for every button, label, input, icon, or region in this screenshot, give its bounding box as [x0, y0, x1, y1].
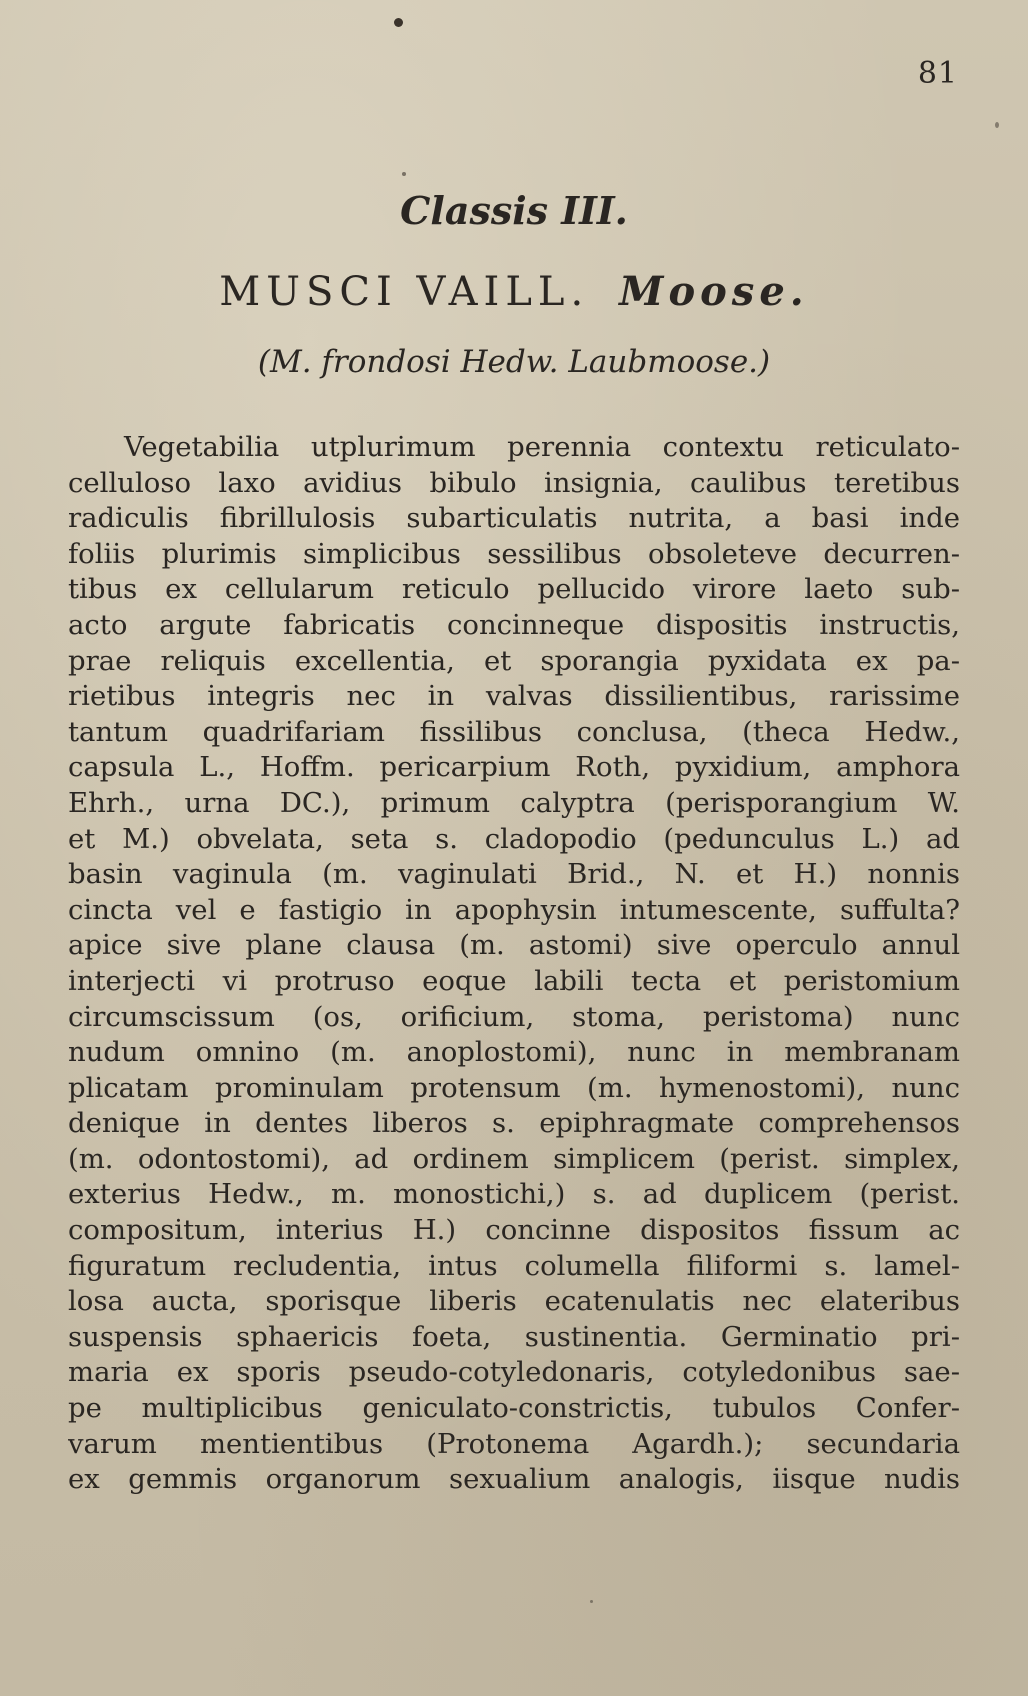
- text-line: exterius Hedw., m. monostichi,) s. ad duplicem (perist.: [68, 1178, 960, 1211]
- text-line: capsula L., Hoffm. pericarpium Roth, pyxidium, amphora: [68, 751, 960, 784]
- text-line: plicatam prominulam protensum (m. hymenostomi), nunc: [68, 1071, 960, 1104]
- text-line: circumscissum (os, orificium, stoma, peristoma) nunc: [68, 1000, 960, 1033]
- page-number: 81: [917, 56, 958, 91]
- text-line: prae reliquis excellentia, et sporangia pyxidata ex pa-: [68, 644, 960, 677]
- text-line: celluloso laxo avidius bibulo insignia, caulibus teretibus: [68, 466, 960, 499]
- text-line: nudum omnino (m. anoplostomi), nunc in membranam: [68, 1036, 960, 1069]
- text-line: Vegetabilia utplurimum perennia contextu reticulato-: [124, 431, 960, 463]
- text-line: varum mentientibus (Protonema Agardh.); secundaria: [68, 1427, 960, 1460]
- title-latin: MUSCI VAILL.: [219, 269, 590, 315]
- text-line: rietibus integris nec in valvas dissilientibus, rarissime: [68, 680, 960, 713]
- text-line: losa aucta, sporisque liberis ecatenulatis nec elateribus: [68, 1285, 960, 1318]
- text-line: tibus ex cellularum reticulo pellucido virore laeto sub-: [68, 573, 960, 606]
- text-line: tantum quadrifariam fissilibus conclusa, (theca Hedw.,: [68, 715, 960, 748]
- section-title: [0, 268, 1028, 315]
- text-line: (m. odontostomi), ad ordinem simplicem (perist. simplex,: [68, 1142, 960, 1175]
- text-line: compositum, interius H.) concinne dispositos fissum ac: [68, 1214, 960, 1247]
- text-line: figuratum recludentia, intus columella filiformi s. lamel-: [68, 1249, 960, 1282]
- text-line: et M.) obvelata, seta s. cladopodio (pedunculus L.) ad: [68, 822, 960, 855]
- text-line: Ehrh., urna DC.), primum calyptra (perisporangium W.: [68, 786, 960, 819]
- class-heading: Classis III.: [400, 188, 628, 233]
- ink-speck: [394, 18, 403, 27]
- text-line: cincta vel e fastigio in apophysin intumescente, suffulta?: [68, 893, 960, 926]
- ink-speck: [590, 1600, 593, 1603]
- text-line: ex gemmis organorum sexualium analogis, iisque nudis: [68, 1463, 960, 1496]
- text-line: denique in dentes liberos s. epiphragmate comprehensos: [68, 1107, 960, 1140]
- text-line: foliis plurimis simplicibus sessilibus obsoleteve decurren-: [68, 537, 960, 570]
- ink-speck: [402, 172, 406, 176]
- text-line: interjecti vi protruso eoque labili tecta et peristomium: [68, 964, 960, 997]
- text-line: suspensis sphaericis foeta, sustinentia. Germinatio pri-: [68, 1320, 960, 1353]
- title-german: Moose.: [619, 268, 809, 315]
- ink-speck: [995, 122, 999, 128]
- text-line: acto argute fabricatis concinneque dispositis instructis,: [68, 608, 960, 641]
- text-line: basin vaginula (m. vaginulati Brid., N. et H.) nonnis: [68, 858, 960, 891]
- section-subtitle: (M. frondosi Hedw. Laubmoose.): [257, 344, 771, 380]
- text-line: apice sive plane clausa (m. astomi) sive operculo annul: [68, 929, 960, 962]
- text-line: radiculis fibrillulosis subarticulatis nutrita, a basi inde: [68, 502, 960, 535]
- body-paragraph: [68, 430, 960, 1498]
- text-line: pe multiplicibus geniculato-constrictis, tubulos Confer-: [68, 1392, 960, 1425]
- text-line: maria ex sporis pseudo-cotyledonaris, cotyledonibus sae-: [68, 1356, 960, 1389]
